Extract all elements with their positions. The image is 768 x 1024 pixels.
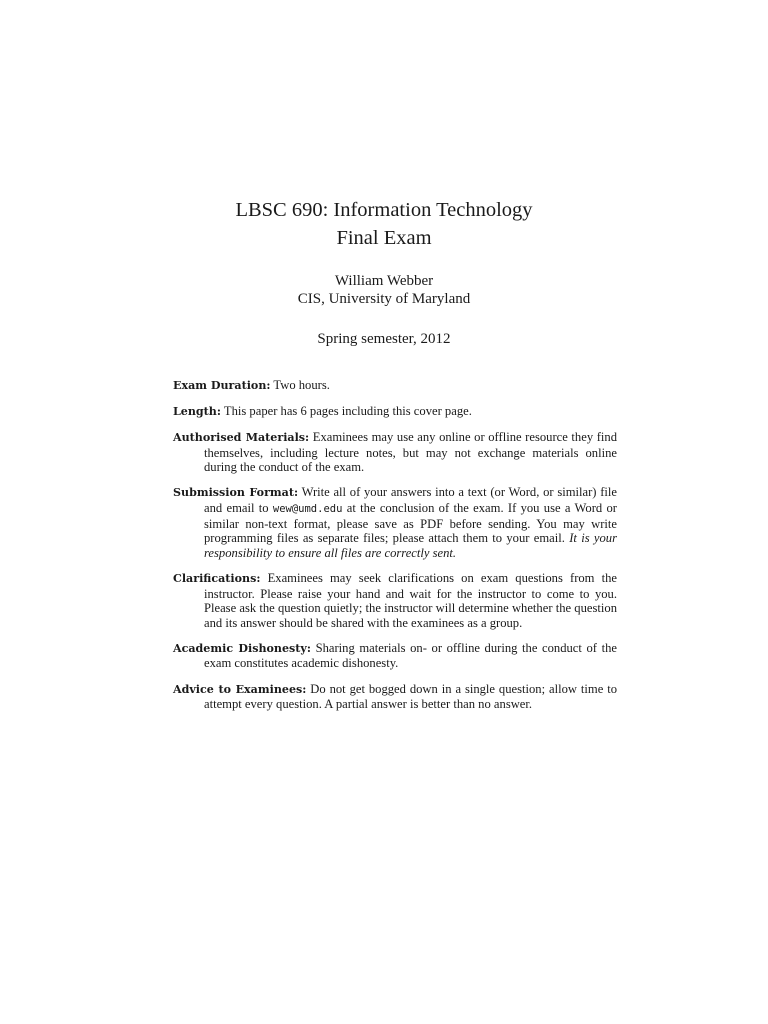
- instruction-text-continued: at the conclusion of the exam. If you use a Word or similar non-text format, please save as PDF before sending. You may write programming files as separate files; please attach them to your email.: [204, 501, 617, 546]
- instruction-text: Examinees may seek clarifications on exam questions from the instructor. Please raise your hand and wait for the instructor to come to you. Please ask the question quietly; the instructor will determine whether the question and its answer should be shared with the examinees as a group.: [204, 570, 617, 630]
- instruction-label: Clarifications:: [173, 571, 261, 585]
- instruction-label: Advice to Examinees:: [173, 682, 307, 696]
- exam-title: Final Exam: [336, 227, 432, 249]
- author-block: [0, 272, 768, 308]
- title-block: [0, 196, 768, 252]
- instruction-text: Examinees may use any online or offline resource they find themselves, including lecture notes, but may not exchange materials online during the conduct of the exam.: [204, 430, 618, 475]
- exam-instructions: [173, 378, 617, 722]
- instruction-text: Sharing materials on- or offline during the conduct of the exam constitutes academic dishonesty.: [204, 640, 617, 671]
- instruction-text: Do not get bogged down in a single question; allow time to attempt every question. A partial answer is better than no answer.: [204, 681, 617, 712]
- instruction-label: Exam Duration:: [173, 379, 271, 392]
- instruction-text: Write all of your answers into a text (or Word, or similar) file and email to: [204, 485, 617, 516]
- semester: Spring semester, 2012: [317, 331, 451, 347]
- email-link[interactable]: wew@umd.edu: [272, 503, 343, 516]
- author-affiliation: CIS, University of Maryland: [297, 291, 471, 307]
- instruction-length: [173, 404, 617, 420]
- instruction-label: Length:: [173, 405, 221, 419]
- instruction-clarifications: [173, 571, 617, 630]
- instruction-dishonesty: [173, 641, 617, 671]
- instruction-label: Authorised Materials:: [173, 431, 310, 445]
- instruction-label: Academic Dishonesty:: [173, 641, 311, 655]
- author-name: William Webber: [334, 273, 434, 289]
- instruction-label: Submission Format:: [173, 486, 299, 500]
- instruction-text: Two hours.: [273, 378, 330, 392]
- course-title: LBSC 690: Information Technology: [235, 199, 533, 221]
- instruction-emphasis: It is your responsibility to ensure all files are correctly sent.: [204, 531, 618, 560]
- instruction-duration: [173, 378, 617, 394]
- instruction-advice: [173, 682, 617, 712]
- instruction-materials: [173, 430, 617, 475]
- instruction-submission: [173, 485, 617, 560]
- instruction-text: This paper has 6 pages including this cover page.: [223, 404, 472, 419]
